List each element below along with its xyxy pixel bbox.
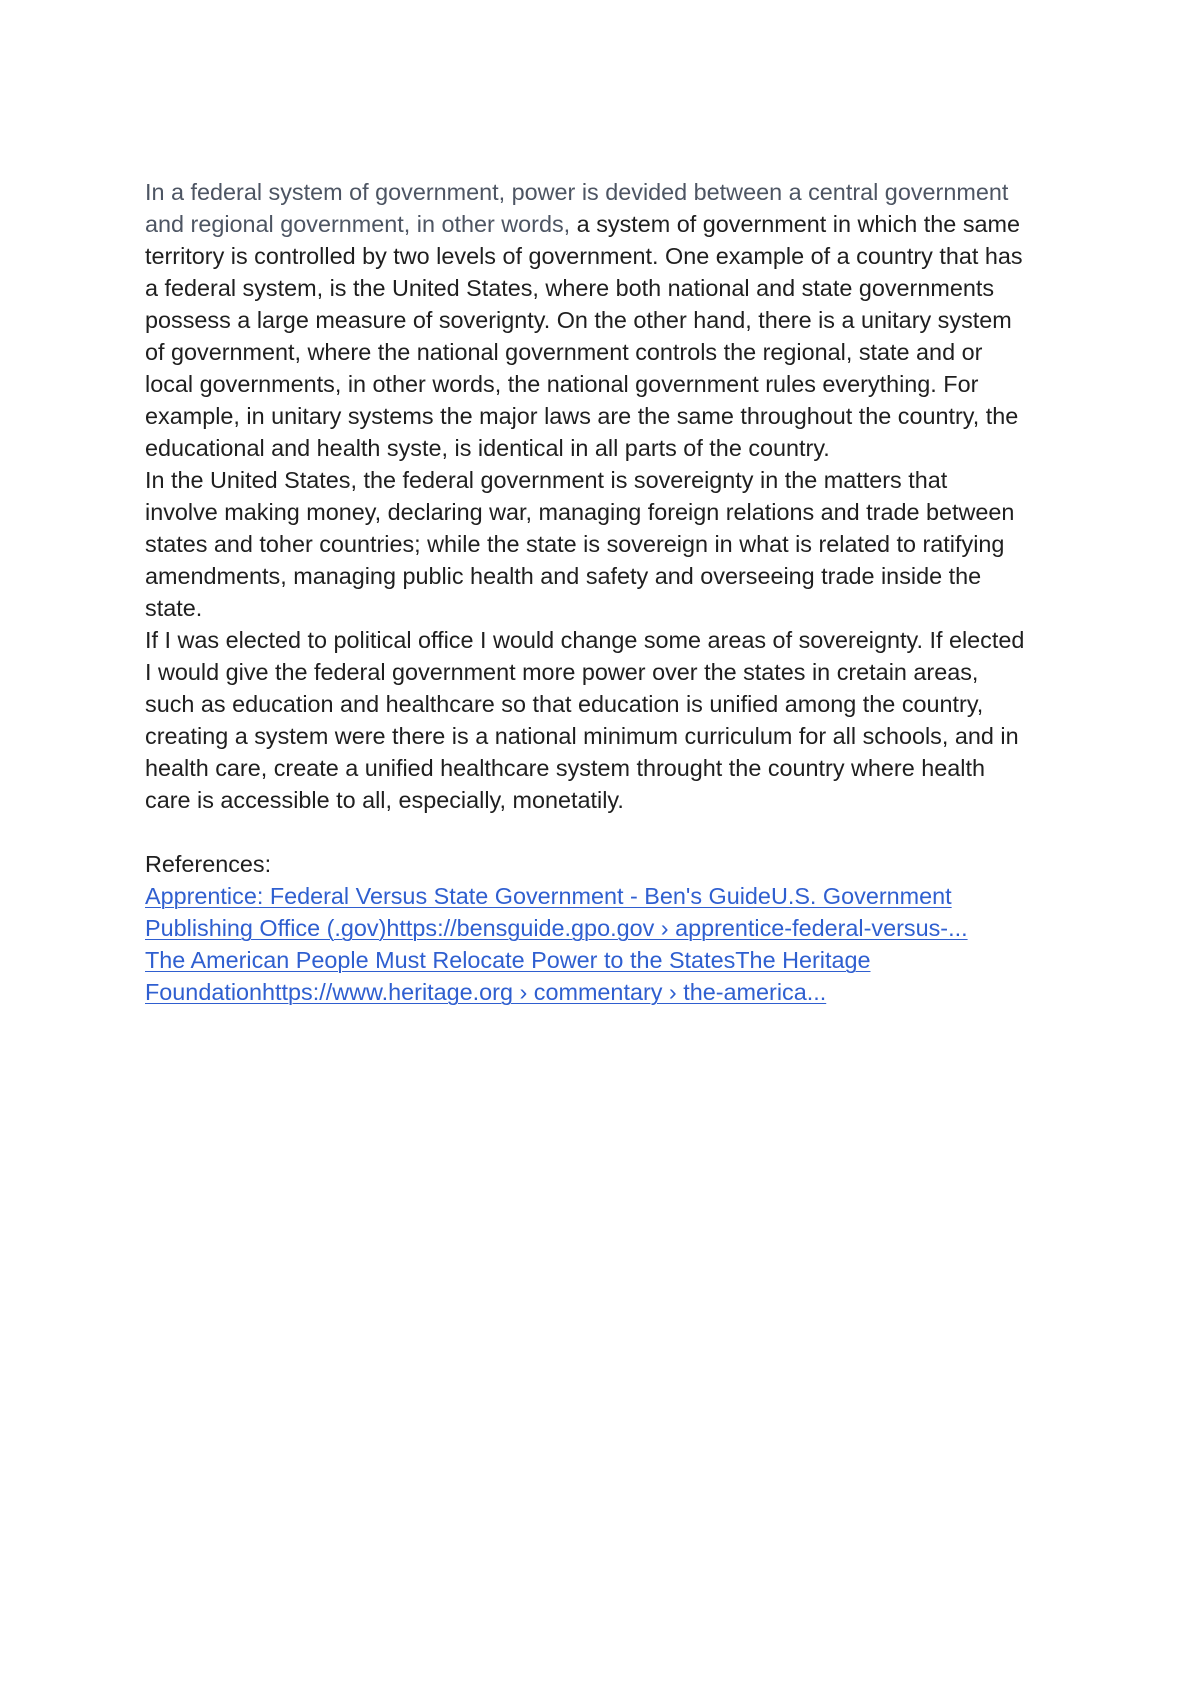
paragraph-line: example, in unitary systems the major laws are the same throughout the country, the: [145, 403, 1019, 429]
highlighted-text: and regional government, in other words,: [145, 211, 571, 237]
paragraph-line: state.: [145, 595, 203, 621]
paragraph-line: educational and health syste, is identical in all parts of the country.: [145, 435, 830, 461]
paragraph-line: involve making money, declaring war, managing foreign relations and trade between: [145, 499, 1015, 525]
paragraph-line: care is accessible to all, especially, monetatily.: [145, 787, 624, 813]
reference-link-bensguide-line2[interactable]: Publishing Office (.gov)https://bensguide.gpo.gov › apprentice-federal-versus-...: [145, 915, 968, 941]
paragraph-line: states and toher countries; while the state is sovereign in what is related to ratifying: [145, 531, 1005, 557]
references-heading: References:: [145, 851, 272, 877]
document-body: [145, 176, 1075, 1008]
paragraph-line: of government, where the national government controls the regional, state and or: [145, 339, 983, 365]
paragraph-line: [145, 208, 1075, 240]
reference-link-heritage-line2[interactable]: Foundationhttps://www.heritage.org › commentary › the-america...: [145, 979, 827, 1005]
paragraph-line: local governments, in other words, the national government rules everything. For: [145, 371, 979, 397]
paragraph-line: creating a system were there is a national minimum curriculum for all schools, and in: [145, 723, 1019, 749]
paragraph-federal-vs-unitary: [145, 176, 1075, 464]
paragraph-text: a system of government in which the same: [570, 211, 1021, 237]
paragraph-line: health care, create a unified healthcare system throught the country where health: [145, 755, 985, 781]
paragraph-line: In a federal system of government, power is devided between a central government: [145, 179, 1009, 205]
paragraph-line: possess a large measure of soverignty. On the other hand, there is a unitary system: [145, 307, 1012, 333]
references-section: [145, 848, 1075, 1008]
paragraph-line: In the United States, the federal government is sovereignty in the matters that: [145, 467, 948, 493]
reference-link-heritage-line1[interactable]: The American People Must Relocate Power to the StatesThe Heritage: [145, 947, 871, 973]
paragraph-line: I would give the federal government more power over the states in cretain areas,: [145, 659, 979, 685]
paragraph-united-states-sovereignty: [145, 464, 1075, 624]
blank-line: [145, 816, 1075, 848]
reference-link-bensguide-line1[interactable]: Apprentice: Federal Versus State Government - Ben's GuideU.S. Government: [145, 883, 952, 909]
paragraph-line: such as education and healthcare so that education is unified among the country,: [145, 691, 984, 717]
paragraph-line: a federal system, is the United States, where both national and state governments: [145, 275, 995, 301]
paragraph-line: amendments, managing public health and safety and overseeing trade inside the: [145, 563, 982, 589]
paragraph-line: If I was elected to political office I would change some areas of sovereignty. If elected: [145, 627, 1025, 653]
paragraph-if-elected: [145, 624, 1075, 816]
paragraph-line: territory is controlled by two levels of government. One example of a country that has: [145, 243, 1023, 269]
